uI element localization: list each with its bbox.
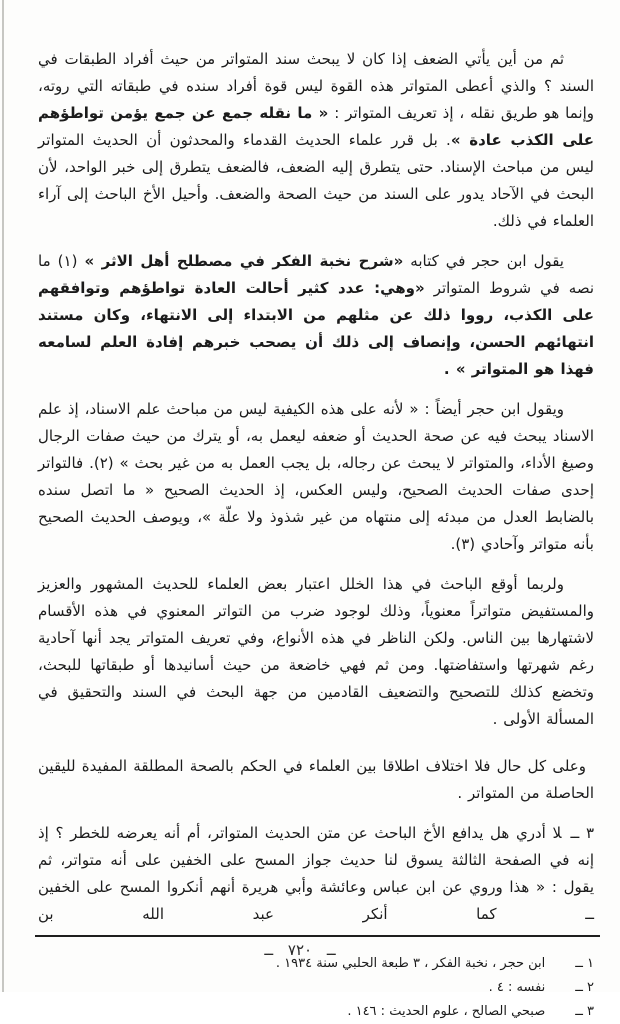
footnote-number: ٣ ــ [575, 1004, 594, 1019]
text-run: ثم من أين يأتي الضعف إذا كان لا يبحث سند المتواتر من حيث أفراد الطبقات في السند ؟ والذي أعطى المتواتر هذه القوة ليس قوة أفراد سنده في طبقاته التي روته، وإنما هو طريق نقله ، إذ تعريف المتواتر : [38, 50, 594, 122]
paragraph-ibn-hajar-quote-2 [38, 396, 594, 558]
emphasized-text-run: « ما نقله جمع عن جمع يؤمن تواطؤهم على الكذب عادة » [38, 104, 594, 149]
paragraph-weakness-source [38, 46, 594, 235]
text-run: وعلى كل حال فلا اختلاف اطلاقا بين العلماء في الحكم بالصحة المطلقة المفيدة لليقين الحاصلة من المتواتر . [38, 757, 594, 802]
emphasized-text-run: «وهي: عدد كثير أحالت العادة تواطؤهم وتوافقهم على الكذب، رووا ذلك عن مثلهم من الابتداء إلى الانتهاء، وكان مستند انتهائهم الحسن، وإنصاف إلى ذلك أن يصحب خبرهم إفادة العلم لسامعه فهذا هو المتواتر » . [38, 279, 594, 378]
text-run: ولربما أوقع الباحث في هذا الخلل اعتبار بعض العلماء للحديث المشهور والعزيز والمستفيض متواتراً معنوياً، وذلك لوجود ضرب من التواتر المعنوي في هذه الأقسام لاشتهارها بين الناس. ولكن الناظر في هذه الأنواع، وفي تعريف المتواتر يجد أنها آحادية رغم شهرتها واستفاضتها. ومن ثم فهي خاضعة من حيث أسانيدها أو طبقاتها للبحث، وتخضع كذلك للتصحيح والتضعيف القادمين من جهة البحث في السند والتحقيق في المسألة الأولى . [38, 575, 594, 728]
numbered-item-3 [38, 820, 594, 928]
footnote-item [38, 976, 594, 999]
page-number-value: ــ ٧٢٠ ــ [264, 941, 336, 959]
text-run: ويقول ابن حجر أيضاً : « لأنه على هذه الكيفية ليس من مباحث علم الاسناد، إذ علم الاسناد يبحث فيه عن صحة الحديث أو ضعفه ليعمل به، أو يترك من حيث صفات الرجال وصيغ الأداء، والمتواتر لا يبحث عن رجاله، بل يجب العمل به من غير بحث » (٢). فالتواتر إحدى صفات الحديث الصحيح، وليس العكس، إذ الحديث الصحيح « ما اتصل سنده بالضابط العدل من مبدئه إلى منتهاه من غير شذوذ ولا علّة »، ويوصف الحديث الصحيح بأنه متواتر وآحادي (٣). [38, 400, 594, 553]
text-run: . بل قرر علماء الحديث القدماء والمحدثون أن الحديث المتواتر ليس من مباحث الإسناد. حتى يتطرق إليه الضعف، فالضعف يتطرق إلى خبر الواحد، لأن البحث في الآحاد يدور على السند من حيث الصحة والضعف. وأحيل الأخ الباحث إلى آراء العلماء في ذلك. [38, 131, 594, 230]
footnotes [38, 952, 594, 1023]
footnote-text: صبحي الصالح ، علوم الحديث : ١٤٦ . [347, 1004, 546, 1019]
footnote-text: ابن حجر ، نخبة الفكر ، ٣ طبعة الحلبي سنة ١٩٣٤ . [275, 956, 546, 971]
footnote-text: نفسه : ٤ . [488, 980, 546, 995]
emphasized-text-run: «شرح نخبة الفكر في مصطلح أهل الاثر » [84, 252, 404, 270]
text-run: (١) ما نصه في شروط المتواتر [38, 252, 595, 297]
footnote-item [38, 1000, 594, 1023]
page-number [0, 941, 600, 959]
footnote-number: ٢ ــ [575, 980, 594, 995]
footnote-separator-rule [35, 935, 600, 937]
text-run: لا أدري هل يدافع الأخ الباحث عن متن الحديث المتواتر، أم أنه يعرضه للخطر ؟ إذ إنه في الصفحة الثالثة يسوق لنا حديث جواز المسح على الخفين على أنه متواتر، ثم يقول : « هذا وروي عن ابن عباس وعائشة وأبي هريرة أنهم أنكروا المسح على الخفين ــ كما أنكر عبد الله بن [38, 824, 594, 923]
text-run: يقول ابن حجر في كتابه [403, 252, 564, 270]
paragraph-researcher-error [38, 571, 594, 733]
footnote-number: ١ ــ [575, 956, 594, 971]
item-number-marker: ٣ ــ [570, 824, 594, 842]
body-paragraphs [38, 46, 594, 928]
paragraph-ibn-hajar-quote-1 [38, 248, 594, 383]
paragraph-no-disagreement [38, 753, 594, 807]
